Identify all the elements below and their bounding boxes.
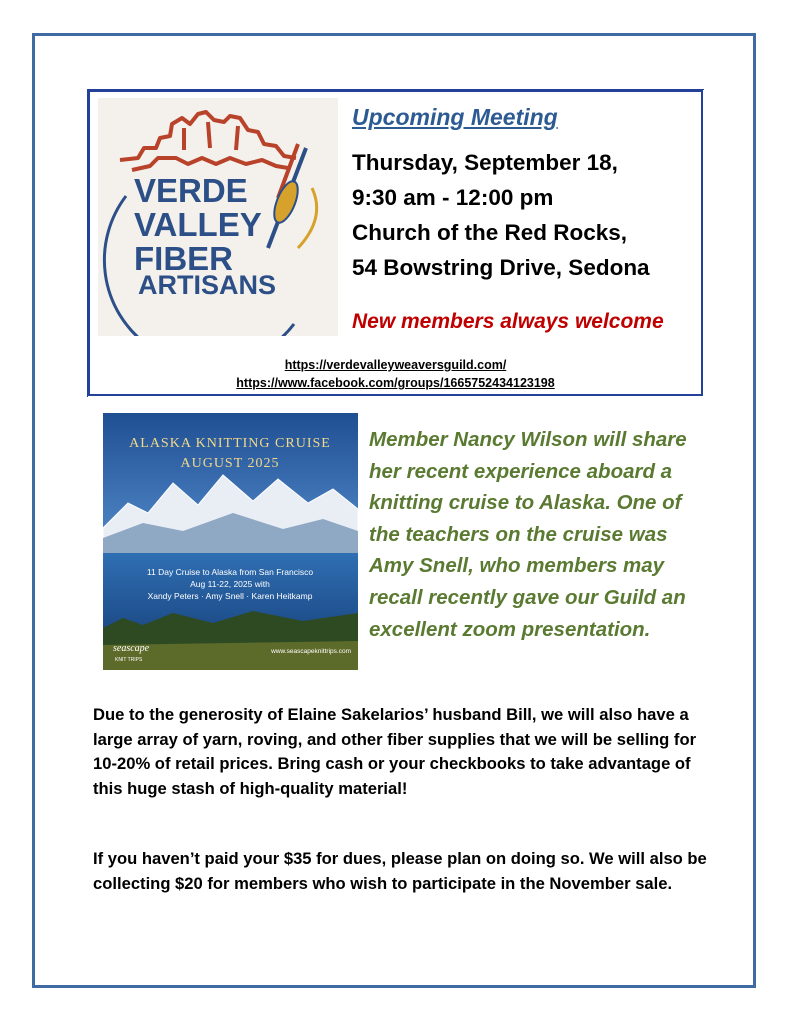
cruise-title-1: ALASKA KNITTING CRUISE	[129, 436, 331, 451]
guild-logo	[98, 98, 338, 336]
website-link[interactable]: https://verdevalleyweaversguild.com/	[284, 358, 507, 372]
cruise-detail-2: Aug 11-22, 2025 with	[190, 579, 270, 589]
supplies-paragraph: Due to the generosity of Elaine Sakelarios’ husband Bill, we will also have a large array of yarn, roving, and other fiber supplies that we will be selling for 10-20% of retail prices. Bring cash or your checkbooks to take advantage of this huge stash of high-quality material!	[93, 705, 697, 798]
cruise-description: Member Nancy Wilson will share her recent experience aboard a knitting cruise to Alaska. One of the teachers on the cruise was Amy Snell, who members may recall recently gave our Guild an excellent zoom presentation.	[369, 428, 687, 641]
cruise-brand-sub: KNIT TRIPS	[115, 657, 143, 663]
meeting-header-box	[88, 90, 703, 396]
meeting-address: 54 Bowstring Drive, Sedona	[352, 255, 650, 280]
logo-line-2: VALLEY	[134, 206, 262, 243]
guild-logo-graphic	[98, 98, 338, 336]
cruise-detail-3: Xandy Peters · Amy Snell · Karen Heitkamp	[147, 591, 313, 601]
logo-line-4: ARTISANS	[138, 270, 277, 300]
welcome-text: New members always welcome	[352, 310, 664, 333]
meeting-place: Church of the Red Rocks,	[352, 220, 628, 245]
cruise-brand: seascape	[113, 643, 150, 654]
facebook-link[interactable]: https://www.facebook.com/groups/1665752434123198	[236, 376, 555, 390]
meeting-date: Thursday, September 18,	[352, 150, 618, 175]
cruise-detail-1: 11 Day Cruise to Alaska from San Francisco	[146, 567, 314, 577]
logo-line-1: VERDE	[134, 172, 248, 209]
cruise-title-2: AUGUST 2025	[180, 456, 280, 471]
cruise-url: www.seascapeknittrips.com	[271, 648, 351, 655]
meeting-time: 9:30 am - 12:00 pm	[352, 185, 554, 210]
logo-line-3: FIBER	[134, 240, 233, 277]
dues-paragraph: If you haven’t paid your $35 for dues, please plan on doing so. We will also be collecting $20 for members who wish to participate in the November sale.	[93, 849, 707, 893]
links-block	[90, 356, 701, 392]
meeting-heading: Upcoming Meeting	[352, 104, 558, 130]
meeting-details	[352, 104, 697, 285]
cruise-flyer-image	[103, 413, 358, 670]
